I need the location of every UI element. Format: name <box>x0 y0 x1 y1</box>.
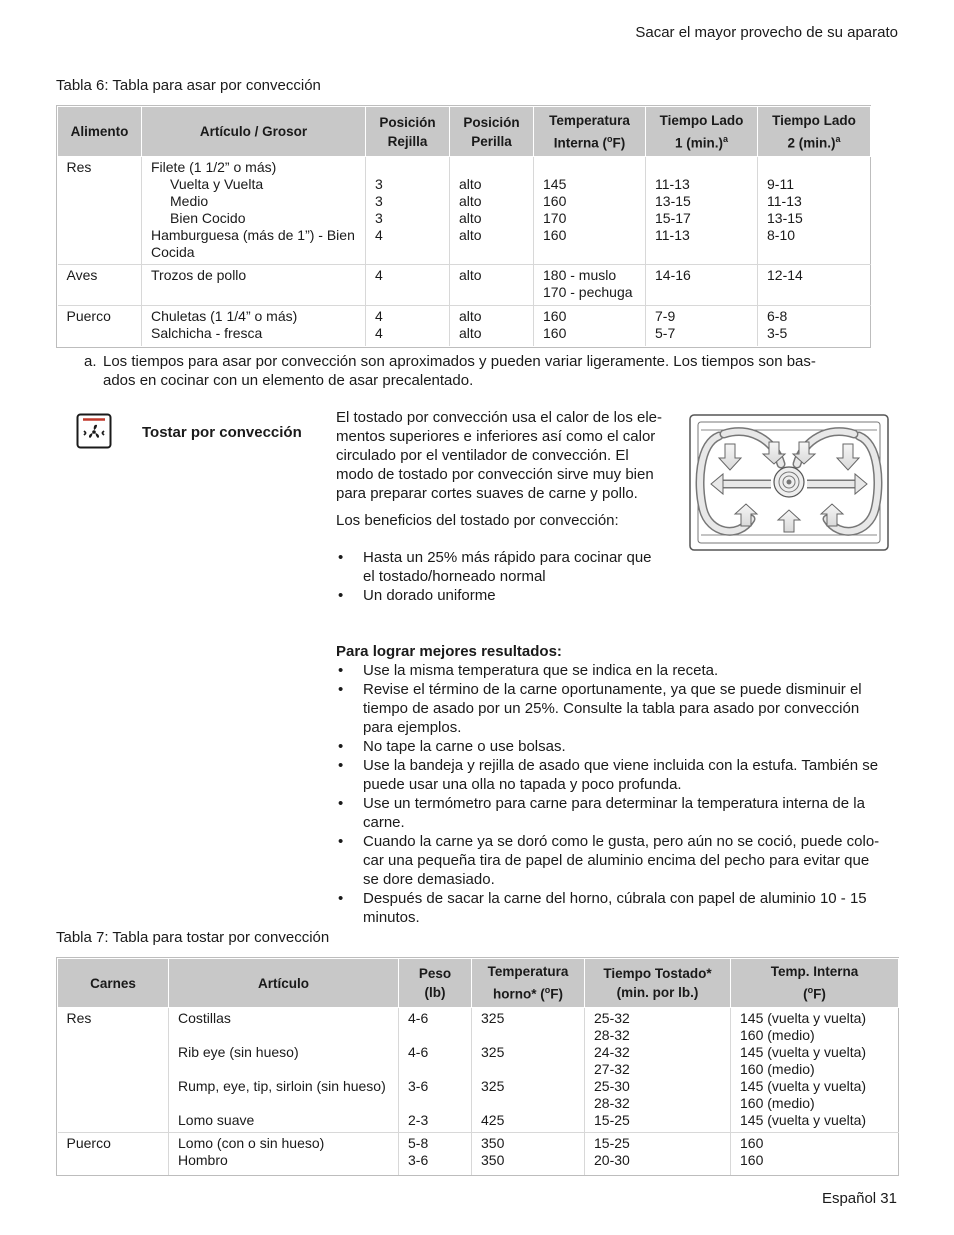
cell-carnes: Res <box>58 1008 169 1133</box>
cell-perilla: alto alto alto alto <box>450 157 534 265</box>
cell-perilla: alto alto <box>450 306 534 346</box>
list-item: • Cuando la carne ya se doró como le gusta, pero aún no se coció, puede colo- car una pequeña tira de papel de aluminio encima del pecho para evitar que se dore demasiado. <box>336 832 906 889</box>
cell-alimento: Res <box>58 157 142 265</box>
tips-title: Para lograr mejores resultados: <box>336 643 562 660</box>
cell-lado1: 11-13 13-15 15-17 11-13 <box>646 157 758 265</box>
list-item: • Use un termómetro para carne para determinar la temperatura interna de la carne. <box>336 794 906 832</box>
cell-peso: 4-6 4-6 3-6 2-3 <box>399 1008 472 1133</box>
th-interna: Temp. Interna ($^o$F) <box>731 959 899 1008</box>
cell-lado2: 12-14 <box>758 265 871 306</box>
cell-lado1: 7-9 5-7 <box>646 306 758 346</box>
table6-footnote: Los tiempos para asar por convección son aproximados y pueden variar ligeramente. Los tiempos son bas- ados en cocinar con un elemento de asar precalentado. <box>103 353 816 389</box>
cell-tiempo: 25-32 28-32 24-32 27-32 25-30 28-32 15-25 <box>585 1008 731 1133</box>
cell-perilla: alto <box>450 265 534 306</box>
cell-lado2: 9-11 11-13 13-15 8-10 <box>758 157 871 265</box>
list-item: • Hasta un 25% más rápido para cocinar que el tostado/horneado normal <box>336 548 681 586</box>
tips-list <box>336 661 906 927</box>
running-header: Sacar el mayor provecho de su aparato <box>635 24 898 41</box>
list-item: • Use la bandeja y rejilla de asado que viene incluida con la estufa. También se puede usar una olla no tapada y poco profunda. <box>336 756 906 794</box>
cell-temperatura: 160 160 <box>534 306 646 346</box>
cell-articulo: Trozos de pollo <box>142 265 366 306</box>
th-articulo: Artículo / Grosor <box>142 107 366 157</box>
list-item: • No tape la carne o use bolsas. <box>336 737 906 756</box>
cell-alimento: Puerco <box>58 306 142 346</box>
list-item: • Un dorado uniforme <box>336 586 681 605</box>
cell-carnes: Puerco <box>58 1133 169 1175</box>
cell-articulo: Costillas Rib eye (sin hueso) Rump, eye, tip, sirloin (sin hueso) Lomo suave <box>169 1008 399 1133</box>
table6-header-row <box>58 107 871 157</box>
cell-interna: 160 160 <box>740 1135 764 1168</box>
table7-caption: Tabla 7: Tabla para tostar por convección <box>56 929 330 946</box>
cell-temperatura: 325 325 325 425 <box>472 1008 585 1133</box>
th-perilla: Posición Perilla <box>450 107 534 157</box>
th-lado2: Tiempo Lado 2 $(\min.)^a$ <box>758 107 871 157</box>
oven-airflow-diagram <box>689 414 889 551</box>
table7-header-row <box>58 959 899 1008</box>
table6-footnote-marker: a. <box>84 353 97 370</box>
cell-interna: 145 (vuelta y vuelta) 160 (medio) 145 (vuelta y vuelta) 160 (medio) 145 (vuelta y vuelta) 160 (medio) 145 (vuelta y vuelta) <box>731 1008 899 1133</box>
th-articulo: Artículo <box>169 959 399 1008</box>
th-tiempo: Tiempo Tostado* (min. por lb.) <box>585 959 731 1008</box>
cell-alimento: Aves <box>58 265 142 306</box>
cell-temperatura: 145 160 170 160 <box>534 157 646 265</box>
list-item: • Revise el término de la carne oportunamente, ya que se puede disminuir el tiempo de asado por un 25%. Consulte la tabla para asado por convección para ejemplos. <box>336 680 906 737</box>
cell-temperatura: 180 - muslo 170 - pechuga <box>534 265 646 306</box>
table6-row-res <box>58 157 871 265</box>
list-item: • Después de sacar la carne del horno, cúbrala con papel de aluminio 10 - 15 minutos. <box>336 889 906 927</box>
cell-articulo: Lomo (con o sin hueso) Hombro <box>169 1133 399 1175</box>
list-item: • Use la misma temperatura que se indica en la receta. <box>336 661 906 680</box>
section-intro: El tostado por convección usa el calor de los ele- mentos superiores e inferiores así como el calor circulado por el ventilador de convección. El modo de tostado por convección sirve muy bien para preparar cortes suaves de carne y pollo. <box>336 409 663 502</box>
table6-row-puerco <box>58 306 871 346</box>
th-alimento: Alimento <box>58 107 142 157</box>
th-lado1: Tiempo Lado 1 $(\min.)^a$ <box>646 107 758 157</box>
cell-lado2: 6-8 3-5 <box>767 308 788 341</box>
convection-roast-icon <box>76 413 112 449</box>
th-peso: Peso (lb) <box>399 959 472 1008</box>
benefits-title: Los beneficios del tostado por convección: <box>336 512 619 529</box>
th-rejilla: Posición Rejilla <box>366 107 450 157</box>
table7-row-puerco <box>58 1133 899 1175</box>
cell-rejilla: 3 3 3 4 <box>366 157 450 265</box>
table6 <box>57 106 871 346</box>
cell-articulo: Filete (1 1/2” o más) Vuelta y Vuelta Medio Bien Cocido Hamburguesa (más de 1”) - Bien Cocida <box>142 157 366 265</box>
table7 <box>57 958 899 1175</box>
cell-rejilla: 4 <box>366 265 450 306</box>
th-carnes: Carnes <box>58 959 169 1008</box>
benefits-list <box>336 548 681 605</box>
table6-caption: Tabla 6: Tabla para asar por convección <box>56 77 321 94</box>
section-title: Tostar por convección <box>142 424 302 441</box>
cell-articulo: Chuletas (1 1/4” o más) Salchicha - fresca <box>142 306 366 346</box>
page-number: Español 31 <box>821 1190 897 1207</box>
th-temperatura: Temperatura Interna ($^o$F) <box>534 107 646 157</box>
th-temperatura: Temperatura horno* ($^o$F) <box>472 959 585 1008</box>
cell-tiempo: 15-25 20-30 <box>585 1133 731 1175</box>
cell-temperatura: 350 350 <box>472 1133 585 1175</box>
cell-lado1: 14-16 <box>646 265 758 306</box>
table6-row-aves <box>58 265 871 306</box>
cell-rejilla: 4 4 <box>366 306 450 346</box>
table7-row-res <box>58 1008 899 1133</box>
cell-peso: 5-8 3-6 <box>399 1133 472 1175</box>
